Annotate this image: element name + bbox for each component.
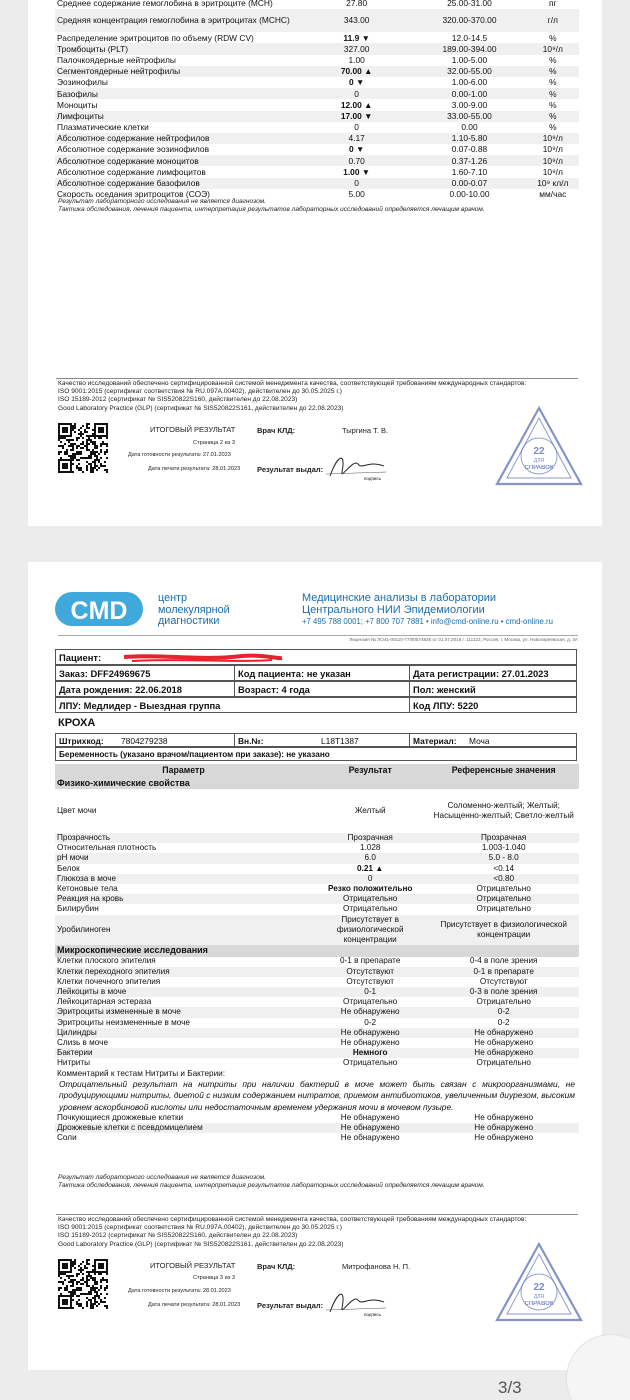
table-cell: Билирубин [57, 904, 99, 914]
table-cell: Не обнаружено [428, 1123, 579, 1133]
table-row [55, 9, 579, 32]
table-cell: 11.9 ▼ [343, 32, 370, 43]
table-cell: 0-1 в препарате [428, 967, 579, 977]
table-cell: мм/час [539, 189, 567, 200]
table-cell: % [527, 66, 579, 77]
table-cell: Присутствует в физиологической концентрации [312, 915, 428, 945]
doctor-name: Митрофанова Н. П. [342, 1262, 411, 1271]
table-cell: Не обнаружено [312, 1028, 428, 1038]
table-cell: Резко положительно [327, 883, 413, 893]
table-cell: Отрицательно [343, 904, 398, 914]
table-row [55, 1123, 579, 1133]
cert-line: Качество исследований обеспечено сертифицированной системой менеджмента качества, соответствующей требованиям международных стандартов: [58, 380, 527, 387]
table-row [55, 1028, 579, 1038]
cbc-results-table [55, 0, 579, 200]
table-cell: Плазматические клетки [57, 122, 149, 133]
urinalysis-table [55, 764, 579, 1144]
table-cell: Средняя концентрация гемоглобина в эритроцитах (MCHC) [55, 9, 301, 32]
table-cell: Среднее содержание гемоглобина в эритроците (MCH) [57, 0, 273, 9]
table-cell: Лейкоциты в моче [55, 987, 312, 997]
table-cell: Прозрачность [55, 833, 312, 843]
table-cell: Дрожжевые клетки с псевдомицелием [55, 1123, 312, 1133]
table-row [55, 874, 579, 884]
disclaimer-1: Результат лабораторного исследования не является диагнозом. [58, 198, 267, 205]
lab-title [302, 592, 496, 616]
cert-line: Good Laboratory Practice (GLP) (сертификат № SIS520822S161, действителен до 22.08.2023) [58, 1240, 344, 1248]
table-row [55, 833, 579, 843]
table-cell: Сегментоядерные нейтрофилы [55, 66, 301, 77]
table-cell: Референсные значения [428, 764, 579, 777]
lab-title-line: Медицинские анализы в лаборатории [302, 592, 497, 604]
table-cell: % [549, 54, 557, 65]
doctor-name: Тыргина Т. В. [342, 426, 389, 435]
table-cell: Кетоновые тела [57, 883, 118, 893]
print-date: Дата печати результата: 28.01.2023 [148, 466, 241, 472]
table-cell: Относительная плотность [57, 843, 157, 853]
table-cell: 1.00 ▼ [343, 166, 371, 177]
report-page-2 [28, 0, 602, 526]
cert-line: Качество исследований обеспечено сертифицированной системой менеджмента качества, соответствующей требованиям международных стандартов: [58, 1216, 527, 1223]
table-row [55, 66, 579, 77]
table-cell: Отрицательно [312, 894, 428, 904]
table-cell: 10⁹/л [527, 133, 579, 144]
signature-caption: подпись [364, 476, 382, 481]
registration-date: Дата регистрации: 27.01.2023 [409, 666, 552, 680]
table-row [55, 894, 579, 904]
table-cell: Абсолютное содержание лимфоцитов [57, 166, 206, 177]
table-cell: 0-1 в препарате [339, 956, 401, 966]
table-row [55, 122, 579, 133]
table-cell: 0-2 [364, 1017, 377, 1027]
print-date: Дата печати результата: 28.01.2023 [148, 1302, 241, 1308]
redaction-mark-icon [122, 652, 284, 664]
table-row [55, 1018, 579, 1028]
table-cell: 10⁹/л [542, 166, 563, 177]
page-number: Страница 2 из 3 [193, 440, 235, 446]
table-cell: Абсолютное содержание нейтрофилов [55, 133, 301, 144]
material-label: Материал: [409, 734, 460, 746]
table-row [55, 77, 579, 88]
table-cell: 25.00-31.00 [447, 0, 492, 9]
table-cell: % [549, 77, 557, 88]
table-cell: 33.00-55.00 [412, 111, 526, 122]
lpu: ЛПУ: Медлидер - Выездная группа [59, 700, 221, 711]
table-cell: Базофилы [55, 88, 301, 99]
table-cell: Не обнаружено [474, 1133, 534, 1143]
qr-code-icon [58, 423, 108, 473]
table-cell: 0-3 в поле зрения [428, 987, 579, 997]
table-cell: Отрицательно [476, 904, 531, 914]
barcode-label: Штрихкод: [59, 736, 104, 746]
table-cell: Не обнаружено [312, 1007, 428, 1017]
table-row [55, 915, 579, 945]
table-cell: Нитриты [57, 1058, 90, 1068]
order-number: Заказ: DFF24969675 [59, 668, 151, 679]
table-row [55, 55, 579, 66]
table-cell: Отсутствуют [312, 967, 428, 977]
birth-date: Дата рождения: 22.06.2018 [59, 684, 182, 695]
table-row [55, 144, 579, 155]
doctor-label: Врач КЛД: [257, 1262, 296, 1271]
qr-code-icon [58, 1259, 108, 1309]
table-row [55, 1048, 579, 1058]
table-cell: 17.00 ▼ [301, 111, 412, 122]
cmd-logo [55, 590, 145, 628]
svg-text:ДЛЯ: ДЛЯ [533, 458, 545, 464]
table-cell: Клетки плоского эпителия [57, 956, 156, 966]
table-cell: 0.00-10.00 [449, 189, 490, 200]
page-number: Страница 3 из 3 [193, 1275, 235, 1281]
table-cell: 4.17 [301, 133, 412, 144]
issued-by-label: Результат выдал: [257, 1301, 324, 1310]
table-cell: Белок [57, 863, 80, 873]
table-cell: 10⁹/л [527, 155, 579, 166]
table-row [55, 945, 579, 957]
table-cell: 0-2 [497, 1017, 510, 1027]
table-cell: Абсолютное содержание моноцитов [55, 155, 301, 166]
table-row [55, 32, 579, 43]
patient-code: Код пациента: не указан [234, 666, 354, 680]
table-cell: Моноциты [57, 99, 98, 110]
table-row [55, 111, 579, 122]
table-cell: Цилиндры [55, 1028, 312, 1038]
table-cell: 12.0-14.5 [451, 32, 488, 43]
table-cell: % [549, 122, 557, 133]
lab-title-line: Центрального НИИ Эпидемиологии [302, 604, 485, 617]
table-cell: Тромбоциты (PLT) [55, 43, 301, 54]
cert-line: ISO 15189-2012 (сертификат № SIS520822S160, действителен до 22.08.2023) [58, 1232, 298, 1240]
table-cell: 0.00-0.07 [412, 178, 526, 189]
table-cell: Результат [312, 764, 428, 777]
table-cell: Не обнаружено [340, 1133, 400, 1143]
table-cell: Не обнаружено [474, 1038, 534, 1047]
cert-line: ISO 15189-2012 (сертификат № SIS520822S160, действителен до 22.08.2023) [58, 396, 298, 404]
table-row [55, 967, 579, 977]
sample-row [55, 733, 577, 747]
table-cell: Клетки переходного эпителия [55, 967, 312, 977]
table-cell: Отсутствуют [346, 976, 395, 986]
table-row [55, 1038, 579, 1048]
svg-text:22: 22 [533, 446, 545, 457]
table-cell: Отрицательно [428, 894, 579, 904]
svg-text:ДЛЯ: ДЛЯ [533, 1294, 545, 1300]
table-row [55, 0, 579, 9]
table-cell: Бактерии [55, 1048, 312, 1058]
table-cell: 27.80 [346, 0, 368, 9]
table-cell: 32.00-55.00 [412, 66, 526, 77]
table-cell: Отрицательно [343, 1058, 398, 1068]
table-row [55, 1133, 579, 1143]
pregnancy-info: Беременность (указано врачом/пациентом при заказе): не указано [59, 750, 330, 759]
certification-block [58, 1216, 526, 1249]
table-cell: Слизь в моче [57, 1038, 109, 1047]
issued-by-label: Результат выдал: [257, 465, 324, 474]
table-cell: г/л [527, 9, 579, 32]
table-cell: % [527, 111, 579, 122]
table-cell: Почкующиеся дрожжевые клетки [57, 1112, 184, 1122]
table-row [55, 178, 579, 189]
table-row [55, 1079, 579, 1113]
table-cell: % [549, 99, 557, 110]
stamp-icon [493, 404, 585, 490]
table-cell: Уробилиноген [55, 915, 312, 945]
svg-text:22: 22 [533, 1282, 545, 1293]
final-result-label: ИТОГОВЫЙ РЕЗУЛЬТАТ [150, 1261, 236, 1270]
table-cell: 1.00-6.00 [451, 77, 488, 88]
table-row [55, 987, 579, 997]
table-cell: Не обнаружено [340, 1112, 400, 1122]
material-value: Моча [469, 736, 490, 746]
table-row [55, 977, 579, 987]
order-row [55, 665, 577, 681]
signature-caption: подпись [364, 1312, 382, 1317]
table-cell: 0 [301, 88, 412, 99]
table-cell: 1.10-5.80 [412, 133, 526, 144]
table-cell: 0 ▼ [349, 144, 365, 155]
table-cell: 6.0 [312, 853, 428, 863]
birth-row [55, 681, 577, 697]
table-cell: 0-1 [312, 987, 428, 997]
cert-line: ISO 9001:2015 (сертификат соответствия № RU.097А.00402), действителен до 30.05.2025 г.) [58, 388, 342, 396]
table-cell: 10⁹ кл/л [527, 178, 579, 189]
disclaimer-1: Результат лабораторного исследования не является диагнозом. [58, 1174, 267, 1181]
table-row [55, 99, 579, 110]
table-cell: % [527, 88, 579, 99]
table-cell: 343.00 [301, 9, 412, 32]
table-cell: Желтый [354, 806, 386, 815]
table-cell: 1.00 [348, 54, 365, 65]
logo-subtitle [158, 593, 230, 628]
table-cell: Глюкоза в моче [55, 874, 312, 884]
table-row [55, 864, 579, 874]
svg-text:СПРАВОК: СПРАВОК [524, 1301, 554, 1307]
table-cell: Лейкоцитарная эстераза [57, 997, 152, 1007]
vn-label: Вн.№: [234, 734, 267, 746]
table-cell: Отрицательно [476, 883, 531, 893]
table-cell: Не обнаружено [428, 1048, 579, 1058]
section-header: Микроскопические исследования [55, 945, 579, 957]
ready-date: Дата готовности результата: 27.01.2023 [128, 452, 231, 458]
table-cell: Эозинофилы [57, 77, 108, 88]
table-cell: 1.028 [359, 843, 381, 853]
table-row [55, 166, 579, 177]
table-row [55, 997, 579, 1007]
report-page-3 [28, 562, 602, 1370]
table-row [55, 764, 579, 777]
cert-line: Good Laboratory Practice (GLP) (сертификат № SIS520822S161, действителен до 22.08.2023) [58, 404, 344, 412]
table-cell: 0.00 [461, 122, 478, 133]
table-cell: Реакция на кровь [55, 894, 312, 904]
table-cell: 1.003-1.040 [481, 843, 526, 853]
divider [56, 378, 578, 379]
logo-subtitle-line: центр [158, 592, 187, 604]
table-cell: Прозрачная [428, 833, 579, 843]
table-cell: 1.00-5.00 [451, 54, 488, 65]
table-cell: Лимфоциты [55, 111, 301, 122]
table-cell: 70.00 ▲ [301, 66, 412, 77]
table-row [55, 957, 579, 967]
table-row [55, 1069, 579, 1079]
table-cell: 0-2 [428, 1007, 579, 1017]
table-cell: 320.00-370.00 [412, 9, 526, 32]
ready-date: Дата готовности результата: 28.01.2023 [128, 1288, 231, 1294]
table-cell: 0 [301, 178, 412, 189]
table-cell: Цвет мочи [57, 806, 97, 815]
age: Возраст: 4 года [234, 682, 313, 696]
table-cell: Скорость оседания эритроцитов (СОЭ) [57, 189, 210, 200]
table-cell: 0.37-1.26 [412, 155, 526, 166]
table-cell: пг [549, 0, 557, 9]
table-cell: Параметр [55, 764, 312, 777]
pregnancy-row [55, 747, 577, 761]
table-cell: 1.60-7.10 [451, 166, 488, 177]
table-cell: Абсолютное содержание эозинофилов [57, 144, 210, 155]
table-cell: <0.80 [428, 874, 579, 884]
barcode-value: 7804279238 [121, 736, 168, 746]
table-cell: Не обнаружено [428, 1028, 579, 1038]
lpu-row [55, 697, 577, 713]
table-row [55, 843, 579, 853]
patient-label: Пациент: [59, 652, 102, 663]
table-cell: % [549, 32, 557, 43]
table-cell: 12.00 ▲ [340, 99, 373, 110]
vn-value: L18T1387 [321, 736, 359, 746]
table-cell: Отрицательно [476, 1058, 531, 1068]
table-cell: Немного [312, 1048, 428, 1058]
cert-line: ISO 9001:2015 (сертификат соответствия № RU.097А.00402), действителен до 30.05.2025 г.) [58, 1224, 342, 1232]
table-cell: Прозрачная [312, 833, 428, 843]
comment-text: Отрицательный результат на нитриты при наличии бактерий в моче может быть связан с микроорганизмами, не продуцирующими нитриты, диетой с низким содержанием нитратов, приемом антибиотиков, увеличенным диурезом, высоким уровнем аскорбиновой кислоты или недостаточным временем удержания мочи в мочевом пузыре. [59, 1078, 575, 1112]
divider [56, 1214, 578, 1215]
table-cell: 10⁹/л [527, 43, 579, 54]
table-cell: 10⁹/л [542, 144, 563, 155]
table-cell: Соломенно-желтый; Желтый; Насыщенно-желтый; Светло-желтый [433, 801, 574, 820]
table-cell: 5.0 - 8.0 [428, 853, 579, 863]
logo-subtitle-line: диагностики [158, 615, 220, 627]
table-cell: 5.00 [348, 189, 365, 200]
table-cell: Не обнаружено [312, 1123, 428, 1133]
comment-label: Комментарий к тестам Нитриты и Бактерии: [57, 1068, 226, 1078]
table-row [55, 1058, 579, 1068]
certification-block [58, 380, 526, 413]
doctor-label: Врач КЛД: [257, 426, 296, 435]
table-cell: Отрицательно [343, 997, 398, 1007]
table-row [55, 43, 579, 54]
sex: Пол: женский [409, 682, 479, 696]
table-cell: 327.00 [301, 43, 412, 54]
table-row [55, 1007, 579, 1017]
table-row [55, 133, 579, 144]
table-row [55, 904, 579, 914]
table-cell: Палочкоядерные нейтрофилы [57, 54, 176, 65]
table-cell: 0.70 [301, 155, 412, 166]
table-cell: Отрицательно [476, 997, 531, 1007]
table-row [55, 853, 579, 863]
table-row [55, 1113, 579, 1123]
table-cell: <0.14 [493, 863, 515, 873]
table-cell: Распределение эритроцитов по объему (RDW CV) [57, 32, 254, 43]
stamp-icon [493, 1240, 585, 1326]
table-cell: 0 [354, 122, 359, 133]
page-indicator: 3/3 [498, 1378, 522, 1397]
table-cell: 0.21 ▲ [357, 863, 384, 873]
panel-title: КРОХА [58, 717, 96, 729]
table-row [55, 884, 579, 894]
table-cell: Не обнаружено [474, 1112, 534, 1122]
logo-subtitle-line: молекулярной [158, 603, 230, 616]
table-cell: Эритроциты измененные в моче [55, 1007, 312, 1017]
lpu-code: Код ЛПУ: 5220 [409, 698, 481, 712]
table-cell: 0 ▼ [349, 77, 365, 88]
table-row [55, 155, 579, 166]
disclaimer-2: Тактика обследования, лечения пациента, интерпретация результатов лабораторных исследований определяется лечащим врачом. [58, 206, 485, 213]
patient-row [55, 649, 577, 665]
table-cell: 189.00-394.00 [412, 43, 526, 54]
table-cell: 0-4 в поле зрения [469, 956, 538, 966]
svg-text:CMD: CMD [70, 597, 128, 625]
table-cell: Не обнаружено [340, 1038, 400, 1047]
table-cell: Отсутствуют [479, 976, 528, 986]
table-cell: Абсолютное содержание базофилов [55, 178, 301, 189]
table-cell: pH мочи [55, 853, 312, 863]
license-line: Лицензия № ЛО41-00110-77/00574836 от 01.07.2016 г. 111123, Россия, г. Москва, ул. Новогиреевская, д. 3А [58, 635, 578, 642]
table-cell: 0.07-0.88 [451, 144, 488, 155]
table-cell: Эритроциты неизмененные в моче [57, 1017, 190, 1027]
table-cell: 3.00-9.00 [451, 99, 488, 110]
table-row [55, 789, 579, 833]
final-result-label: ИТОГОВЫЙ РЕЗУЛЬТАТ [150, 425, 236, 434]
table-row [55, 88, 579, 99]
table-cell: 0.00-1.00 [412, 88, 526, 99]
table-cell: 0 [312, 874, 428, 884]
table-row [55, 777, 579, 789]
table-cell: Соли [57, 1133, 77, 1143]
table-cell: Клетки почечного эпителия [57, 976, 161, 986]
svg-text:СПРАВОК: СПРАВОК [524, 465, 554, 471]
contacts: +7 495 788 0001; +7 800 707 7881 • info@cmd-online.ru • cmd-online.ru [302, 617, 553, 626]
section-header: Физико-химические свойства [55, 777, 579, 789]
disclaimer-2: Тактика обследования, лечения пациента, интерпретация результатов лабораторных исследований определяется лечащим врачом. [58, 1182, 485, 1189]
table-cell: Присутствует в физиологической концентрации [428, 915, 579, 945]
